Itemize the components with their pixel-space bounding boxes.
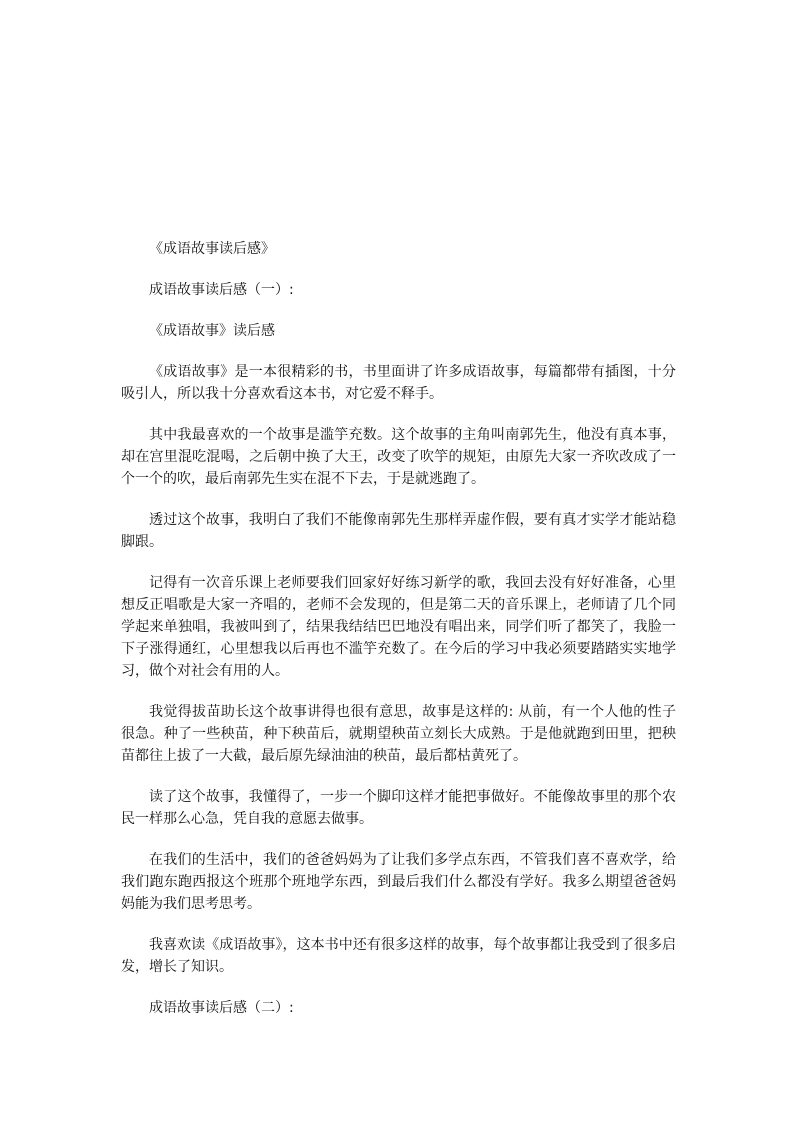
- document-title: 《成语故事读后感》: [149, 241, 275, 257]
- paragraph-2: 其中我最喜欢的一个故事是滥竽充数。这个故事的主角叫南郭先生，他没有真本事，却在宫里混吃混喝，之后朝中换了大王，改变了吹竽的规矩，由原先大家一齐吹改成了一个一个的吹，最后南郭先生实在混不下去，于是就逃跑了。: [121, 427, 676, 487]
- section-heading-one: 成语故事读后感（一）:: [149, 282, 294, 298]
- paragraph-4: 记得有一次音乐课上老师要我们回家好好练习新学的歌，我回去没有好好准备，心里想反正唱歌是大家一齐唱的，老师不会发现的，但是第二天的音乐课上，老师请了几个同学起来单独唱，我被叫到了，结果我结结巴巴地没有唱出来，同学们听了都笑了，我脸一下子涨得通红，心里想我以后再也不滥竽充数了。在今后的学习中我必须要踏踏实实地学习，做个对社会有用的人。: [121, 575, 676, 679]
- paragraph-3: 透过这个故事，我明白了我们不能像南郭先生那样弄虚作假，要有真才实学才能站稳脚跟。: [121, 512, 676, 550]
- essay-title: 《成语故事》读后感: [149, 323, 275, 339]
- document-body: [121, 238, 676, 1038]
- paragraph-5: 我觉得拔苗助长这个故事讲得也很有意思，故事是这样的: 从前，有一个人他的性子很急。种了一些秧苗，种下秧苗后，就期望秧苗立刻长大成熟。于是他就跑到田里，把秧苗都往上拔了一大截，最后原先绿油油的秧苗，最后都枯黄死了。: [121, 704, 676, 764]
- paragraph-6: 读了这个故事，我懂得了，一步一个脚印这样才能把事做好。不能像故事里的那个农民一样那么心急，凭自我的意愿去做事。: [121, 789, 676, 827]
- paragraph-1: 《成语故事》是一本很精彩的书，书里面讲了许多成语故事，每篇都带有插图，十分吸引人，所以我十分喜欢看这本书，对它爱不释手。: [121, 364, 676, 402]
- paragraph-7: 在我们的生活中，我们的爸爸妈妈为了让我们多学点东西，不管我们喜不喜欢学，给我们跑东跑西报这个班那个班地学东西，到最后我们什么都没有学好。我多么期望爸爸妈妈能为我们思考思考。: [121, 852, 676, 912]
- paragraph-8: 我喜欢读《成语故事》，这本书中还有很多这样的故事，每个故事都让我受到了很多启发，增长了知识。: [121, 937, 676, 975]
- section-heading-two: 成语故事读后感（二）:: [149, 1000, 294, 1016]
